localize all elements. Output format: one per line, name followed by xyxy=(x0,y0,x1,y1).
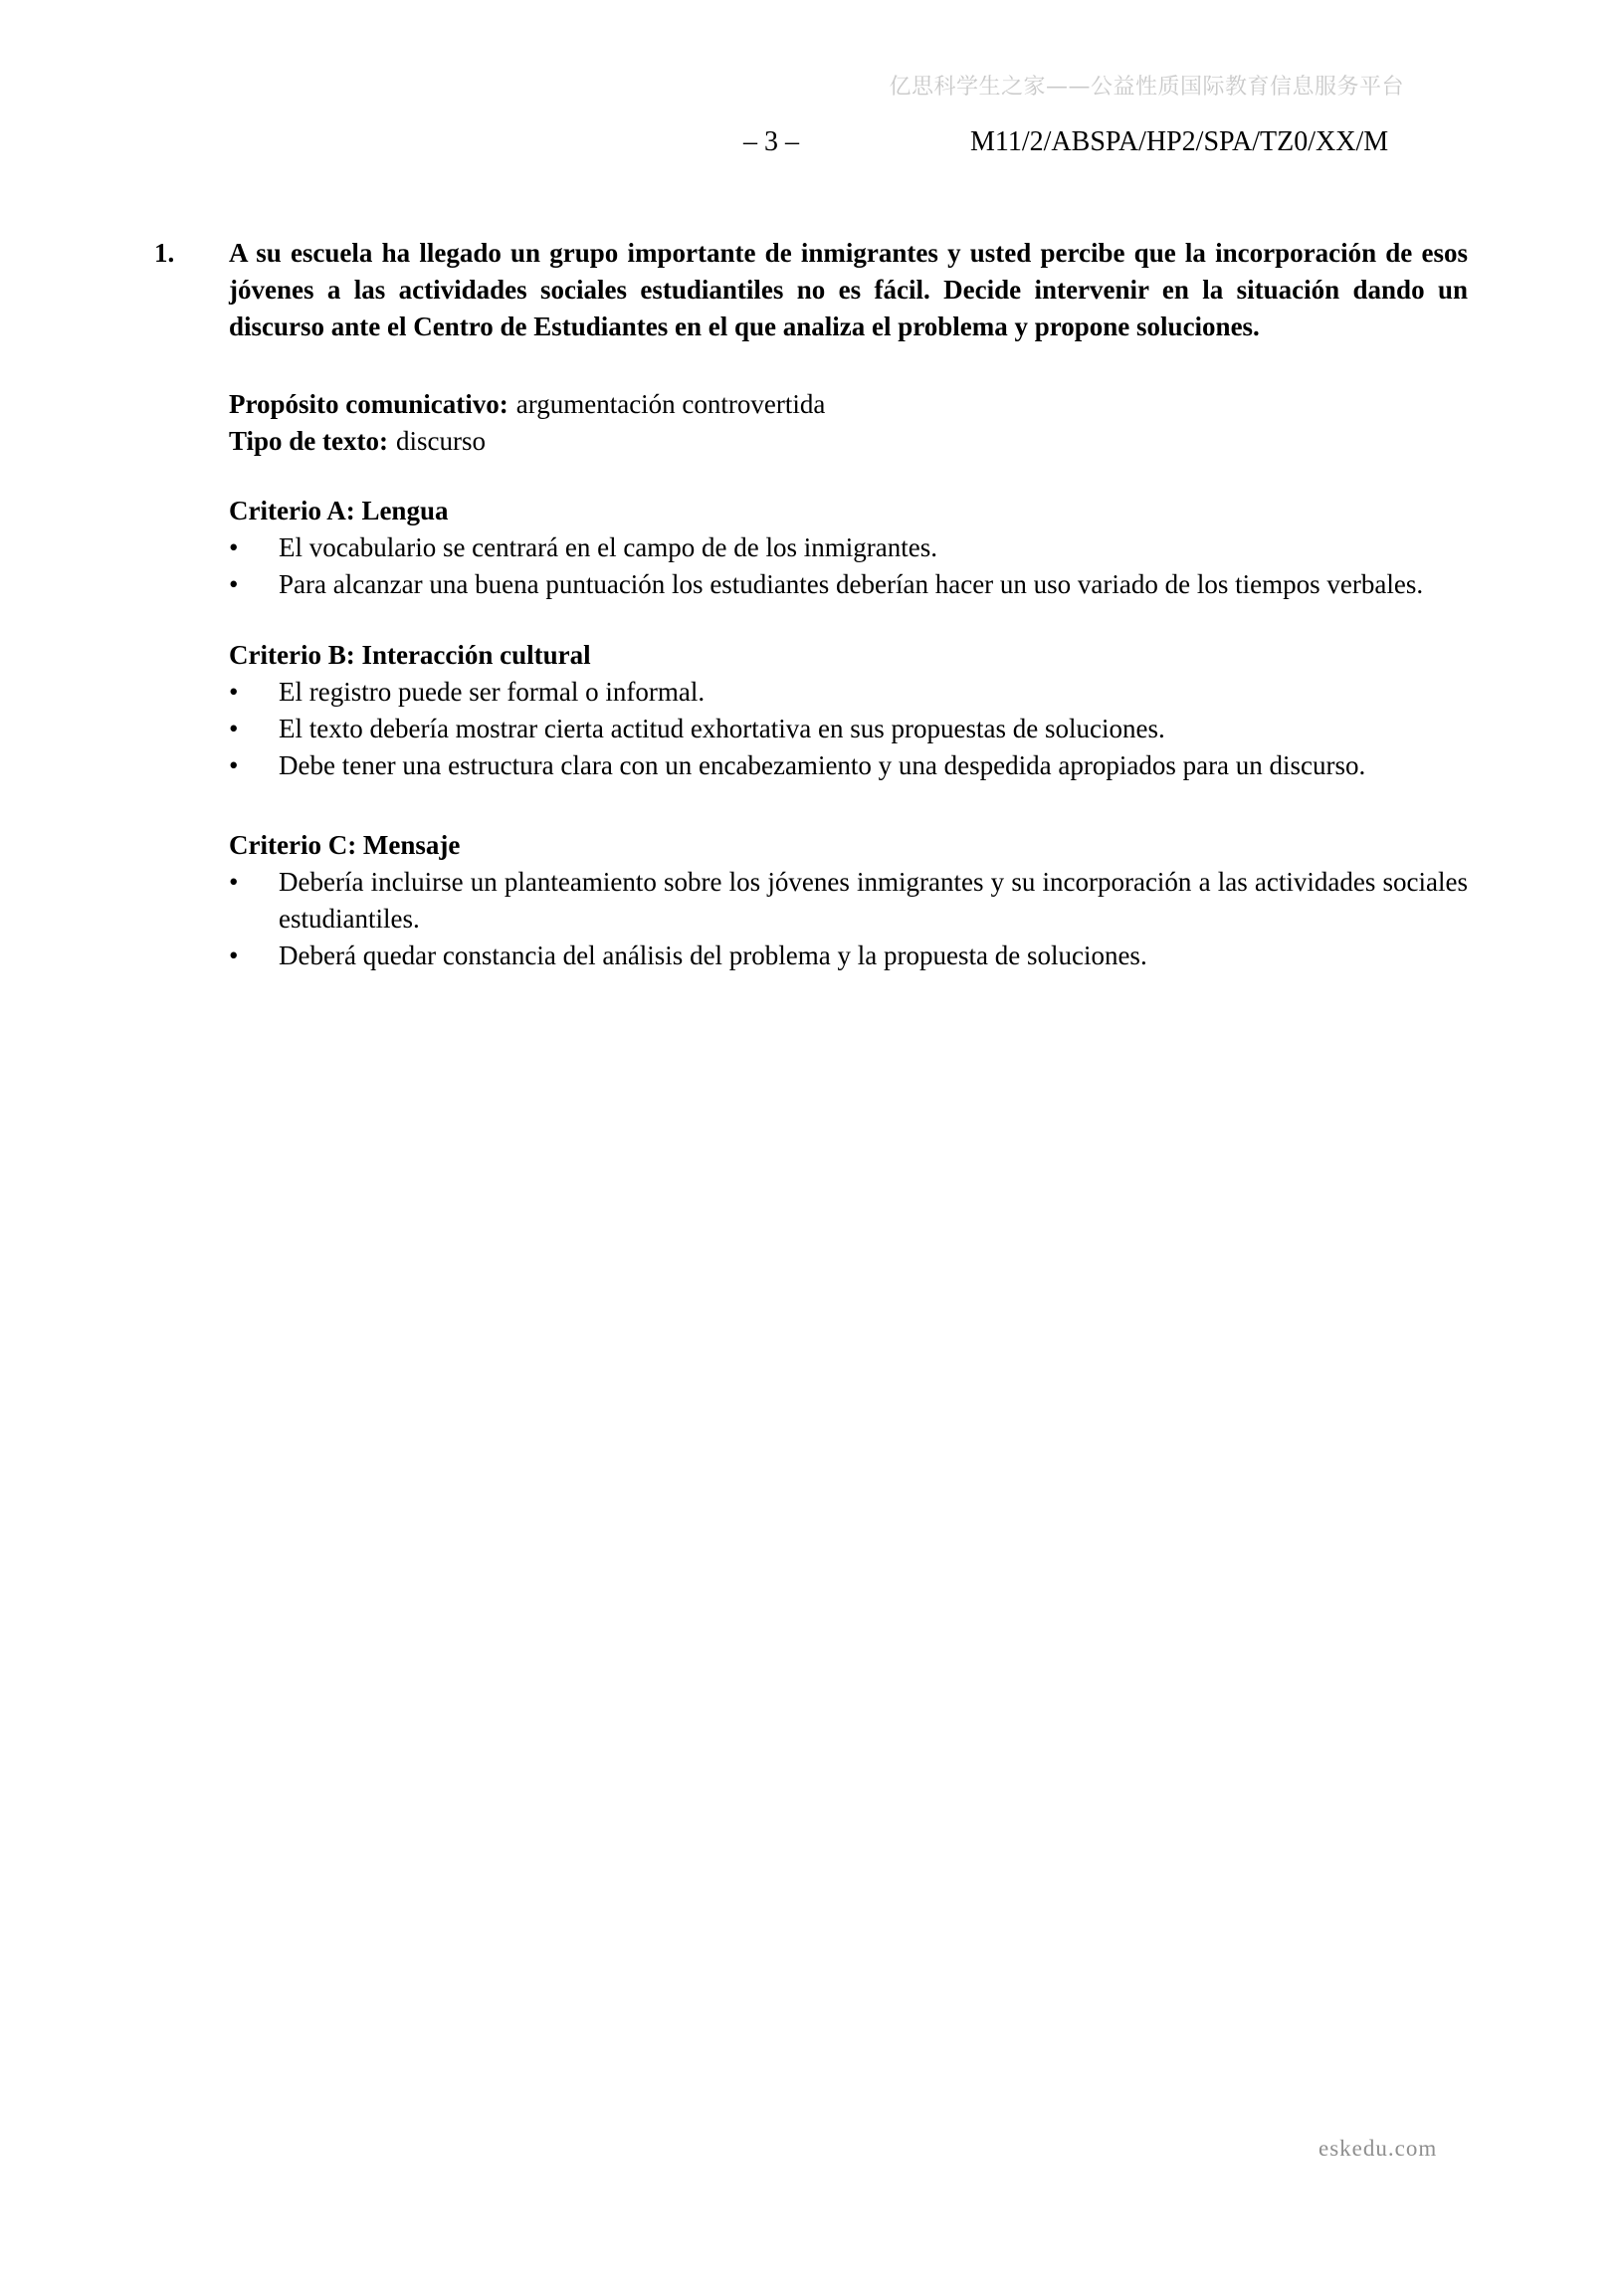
footer-site-label: eskedu.com xyxy=(1319,2136,1438,2161)
proposito-line xyxy=(229,386,1468,423)
bullet-icon: • xyxy=(229,940,239,970)
section-criterio-a xyxy=(229,493,1468,603)
list-item xyxy=(229,864,1468,938)
question-text: A su escuela ha llegado un grupo importante de inmigrantes y usted percibe que la incorporación de esos jóvenes a las actividades sociales estudiantiles no es fácil. Decide intervenir en la situación dando un discurso ante el Centro de Estudiantes en el que analiza el problema y propone soluciones. xyxy=(229,238,1468,341)
list-item-text: El vocabulario se centrará en el campo de de los inmigrantes. xyxy=(279,532,937,562)
bullet-icon: • xyxy=(229,867,239,897)
tipo-label: Tipo de texto: xyxy=(229,426,388,456)
list-item-text: El registro puede ser formal o informal. xyxy=(279,677,706,707)
question-number: 1. xyxy=(154,238,175,268)
criterio-a-title: Criterio A: Lengua xyxy=(229,496,449,525)
proposito-label: Propósito comunicativo: xyxy=(229,389,508,419)
paper-code: M11/2/ABSPA/HP2/SPA/TZ0/XX/M xyxy=(970,126,1389,157)
bullet-icon: • xyxy=(229,714,239,743)
list-item-text: Para alcanzar una buena puntuación los estudiantes deberían hacer un uso variado de los tiempos verbales. xyxy=(279,569,1424,599)
list-item xyxy=(229,566,1468,603)
section-criterio-c xyxy=(229,827,1468,974)
page-content xyxy=(154,235,1468,974)
list-item xyxy=(229,747,1468,784)
task-meta xyxy=(229,386,1468,460)
list-item-text: Debería incluirse un planteamiento sobre los jóvenes inmigrantes y su incorporación a las actividades sociales estudiantiles. xyxy=(279,867,1468,934)
list-item xyxy=(229,529,1468,566)
proposito-value: argumentación controvertida xyxy=(515,389,826,419)
criterio-b-title: Criterio B: Interacción cultural xyxy=(229,640,591,670)
list-item xyxy=(229,711,1468,747)
bullet-icon: • xyxy=(229,677,239,707)
question-1 xyxy=(154,235,1468,345)
list-item-text: El texto debería mostrar cierta actitud exhortativa en sus propuestas de soluciones. xyxy=(279,714,1165,743)
criterio-c-title: Criterio C: Mensaje xyxy=(229,830,461,860)
bullet-icon: • xyxy=(229,569,239,599)
page-number: – 3 – xyxy=(743,126,799,157)
section-criterio-b xyxy=(229,637,1468,784)
tipo-value: discurso xyxy=(396,426,486,456)
watermark-text: 亿思科学生之家——公益性质国际教育信息服务平台 xyxy=(889,75,1404,100)
bullet-icon: • xyxy=(229,532,239,562)
bullet-icon: • xyxy=(229,750,239,780)
list-item xyxy=(229,938,1468,974)
list-item-text: Debe tener una estructura clara con un encabezamiento y una despedida apropiados para un discurso. xyxy=(279,750,1366,780)
list-item-text: Deberá quedar constancia del análisis del problema y la propuesta de soluciones. xyxy=(279,940,1147,970)
tipo-line xyxy=(229,423,1468,460)
list-item xyxy=(229,674,1468,711)
